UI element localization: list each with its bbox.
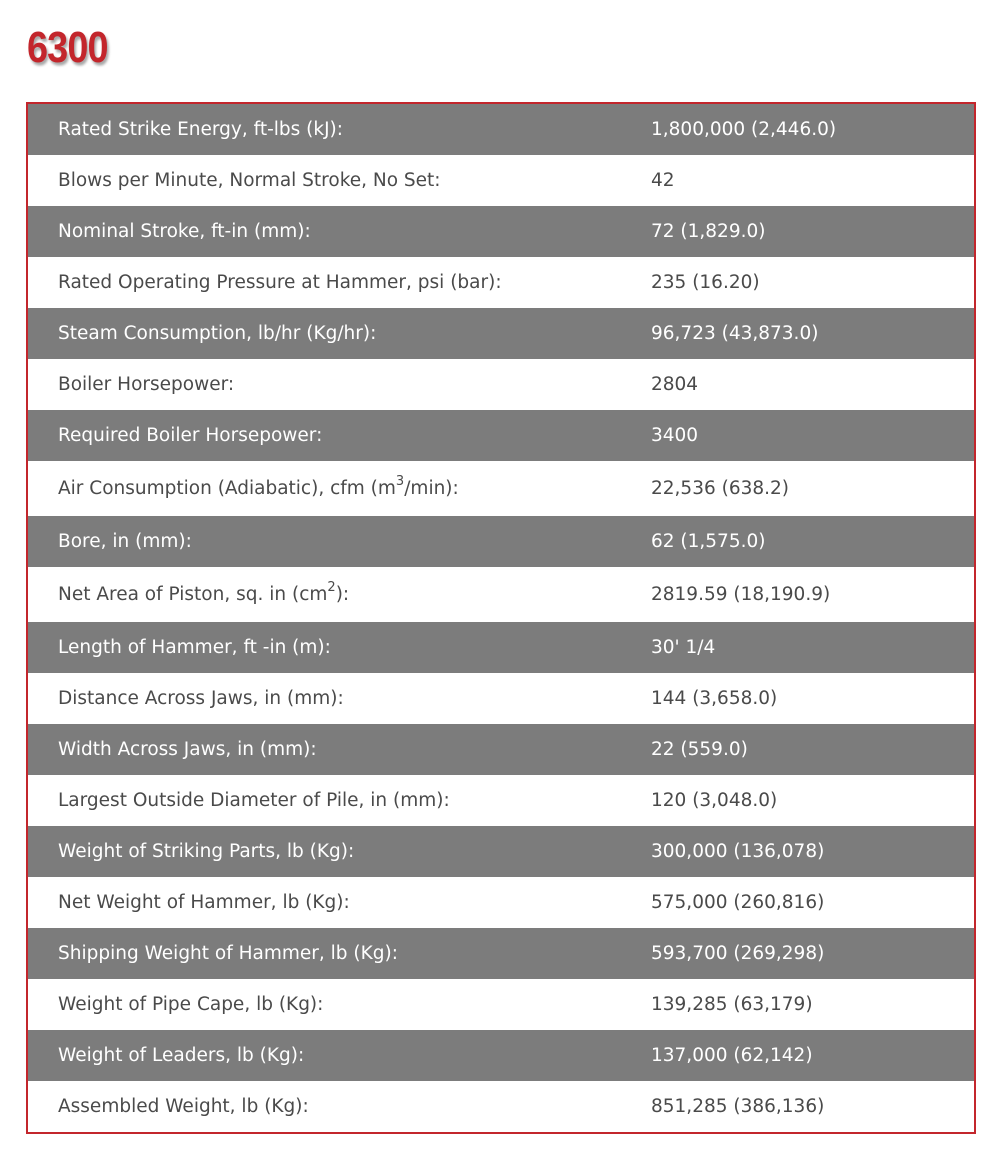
spec-label: Nominal Stroke, ft-in (mm): — [58, 221, 311, 242]
spec-row-assembled-weight — [28, 1081, 974, 1132]
spec-label — [28, 579, 651, 605]
spec-label: Weight of Striking Parts, lb (Kg): — [58, 841, 355, 862]
spec-row-blows-per-minute — [28, 155, 974, 206]
spec-row-boiler-horsepower — [28, 359, 974, 410]
spec-row-weight-of-pipe-cape — [28, 979, 974, 1030]
spec-label: Largest Outside Diameter of Pile, in (mm): — [58, 790, 450, 811]
spec-label: Steam Consumption, lb/hr (Kg/hr): — [58, 323, 377, 344]
spec-row-steam-consumption — [28, 308, 974, 359]
spec-label-text: Air Consumption (Adiabatic), cfm (m — [58, 478, 396, 499]
spec-row-weight-of-leaders — [28, 1030, 974, 1081]
spec-row-shipping-weight-of-hammer — [28, 928, 974, 979]
spec-value: 2804 — [651, 374, 699, 395]
spec-table — [26, 102, 976, 1134]
spec-row-net-weight-of-hammer — [28, 877, 974, 928]
spec-label: Net Weight of Hammer, lb (Kg): — [58, 892, 350, 913]
spec-value: 137,000 (62,142) — [651, 1045, 813, 1066]
spec-row-required-boiler-horsepower — [28, 410, 974, 461]
spec-label: Assembled Weight, lb (Kg): — [58, 1096, 309, 1117]
spec-label-superscript: 3 — [395, 473, 405, 489]
spec-value: 72 (1,829.0) — [651, 221, 766, 242]
spec-label: Rated Strike Energy, ft-lbs (kJ): — [58, 119, 343, 140]
spec-row-weight-of-striking-parts — [28, 826, 974, 877]
spec-value: 96,723 (43,873.0) — [651, 323, 819, 344]
spec-row-air-consumption — [28, 461, 974, 516]
spec-row-width-across-jaws — [28, 724, 974, 775]
spec-label: Weight of Pipe Cape, lb (Kg): — [58, 994, 324, 1015]
spec-row-rated-operating-pressure — [28, 257, 974, 308]
spec-label-text: ): — [335, 584, 350, 605]
spec-label: Length of Hammer, ft -in (m): — [58, 637, 331, 658]
spec-row-largest-outside-diameter — [28, 775, 974, 826]
spec-value: 22,536 (638.2) — [651, 478, 790, 499]
spec-row-rated-strike-energy — [28, 104, 974, 155]
spec-value: 42 — [651, 170, 675, 191]
spec-value: 22 (559.0) — [651, 739, 748, 760]
spec-value: 300,000 (136,078) — [651, 841, 825, 862]
spec-row-net-area-of-piston — [28, 567, 974, 622]
spec-value: 235 (16.20) — [651, 272, 760, 293]
spec-value: 62 (1,575.0) — [651, 531, 766, 552]
spec-label: Width Across Jaws, in (mm): — [58, 739, 317, 760]
spec-value: 1,800,000 (2,446.0) — [651, 119, 837, 140]
spec-label — [28, 473, 651, 499]
spec-label: Rated Operating Pressure at Hammer, psi (bar): — [58, 272, 502, 293]
spec-label: Distance Across Jaws, in (mm): — [58, 688, 344, 709]
spec-value: 139,285 (63,179) — [651, 994, 813, 1015]
spec-label: Shipping Weight of Hammer, lb (Kg): — [58, 943, 398, 964]
spec-label: Boiler Horsepower: — [58, 374, 235, 395]
spec-row-nominal-stroke — [28, 206, 974, 257]
spec-label: Blows per Minute, Normal Stroke, No Set: — [58, 170, 441, 191]
spec-value: 144 (3,658.0) — [651, 688, 778, 709]
spec-value: 30' 1/4 — [651, 637, 716, 658]
spec-label: Required Boiler Horsepower: — [58, 425, 323, 446]
spec-value: 3400 — [651, 425, 699, 446]
spec-value: 593,700 (269,298) — [651, 943, 825, 964]
spec-label-superscript: 2 — [327, 579, 336, 595]
spec-label: Weight of Leaders, lb (Kg): — [58, 1045, 305, 1066]
spec-row-bore — [28, 516, 974, 567]
spec-value: 2819.59 (18,190.9) — [651, 584, 831, 605]
spec-value: 575,000 (260,816) — [651, 892, 825, 913]
spec-label-text: /min): — [404, 478, 459, 499]
spec-label-text: Net Area of Piston, sq. in (cm — [58, 584, 328, 605]
spec-value: 851,285 (386,136) — [651, 1096, 825, 1117]
model-title: 6300 — [27, 23, 108, 72]
spec-value: 120 (3,048.0) — [651, 790, 778, 811]
spec-row-length-of-hammer — [28, 622, 974, 673]
spec-label: Bore, in (mm): — [58, 531, 192, 552]
spec-row-distance-across-jaws — [28, 673, 974, 724]
